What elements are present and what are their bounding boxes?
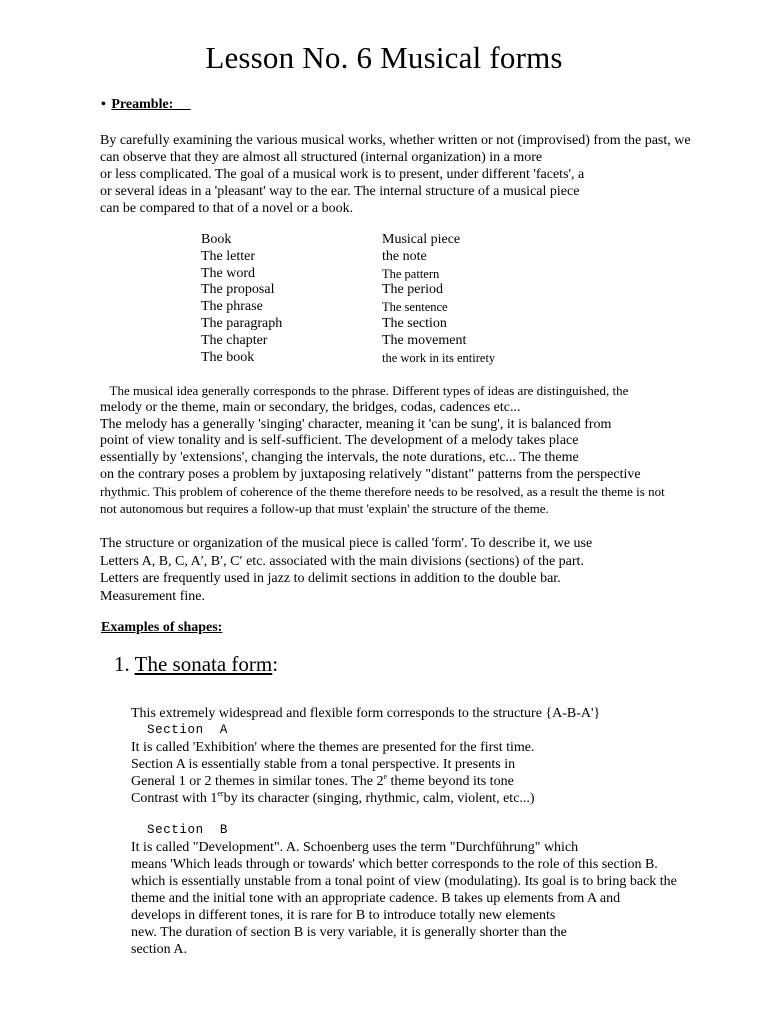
idea-line: melody or the theme, main or secondary, the bridges, codas, cadences etc... bbox=[100, 399, 521, 415]
comparison-row: The chapter The movement bbox=[201, 332, 467, 348]
comparison-row: The proposal The period bbox=[201, 282, 444, 298]
form-line: Measurement fine. bbox=[100, 588, 205, 604]
comparison-row: Book Musical piece bbox=[201, 232, 461, 247]
idea-line: rhythmic. This problem of coherence of the theme therefore needs to be resolved, as a result the theme is not bbox=[100, 483, 665, 499]
comparison-row: The word The pattern bbox=[201, 265, 440, 281]
intro-line: or several ideas in a 'pleasant' way to the ear. The internal structure of a musical piece bbox=[100, 184, 580, 199]
idea-line: essentially by 'extensions', changing the intervals, the note durations, etc... The theme bbox=[100, 450, 579, 466]
sonata-intro: This extremely widespread and flexible form corresponds to the structure {A-B-A'} Section A It is called 'Exhibition' where the themes are presented for the first time. Section A is essentially stable from a tonal perspective. It presents in General 1 or 2 themes in similar tones. The 2e theme beyond its tone Contrast with 1erby its character (singing, rhythmic, calm, violent, etc...) bbox=[131, 706, 601, 806]
section-b-line: new. The duration of section B is very variable, it is generally shorter than the bbox=[131, 925, 567, 940]
preamble-label: Preamble: bbox=[111, 97, 174, 112]
section-a-line: Section A is essentially stable from a tonal perspective. It presents in bbox=[131, 757, 516, 772]
form-line: Letters A, B, C, A′, B′, C′ etc. associated with the main divisions (sections) of the part. bbox=[100, 553, 584, 569]
section-b-line: develops in different tones, it is rare for B to introduce totally new elements bbox=[131, 908, 556, 923]
idea-line: not autonomous but requires a follow-up that must 'explain' the structure of the theme. bbox=[100, 500, 549, 516]
form-paragraph bbox=[100, 535, 592, 605]
idea-line: point of view tonality and is self-sufficient. The development of a melody takes place bbox=[100, 433, 579, 449]
comparison-row: The phrase The sentence bbox=[201, 299, 448, 315]
section-b-label: Section B bbox=[147, 823, 229, 837]
comparison-row: The book the work in its entirety bbox=[201, 349, 496, 365]
page-title: Lesson No. 6 Musical forms bbox=[205, 40, 563, 75]
section-a-line: General 1 or 2 themes in similar tones. The 2e theme beyond its tone bbox=[131, 772, 514, 789]
intro-line: can observe that they are almost all structured (internal organization) in a more bbox=[100, 150, 543, 165]
book-music-comparison bbox=[201, 232, 495, 366]
intro-line: or less complicated. The goal of a musical work is to present, under different 'facets', a bbox=[100, 167, 585, 182]
intro-line: can be compared to that of a novel or a book. bbox=[100, 201, 354, 216]
form-line: Letters are frequently used in jazz to delimit sections in addition to the double bar. bbox=[100, 571, 561, 586]
section-b bbox=[131, 822, 677, 958]
form-line: The structure or organization of the musical piece is called 'form'. To describe it, we use bbox=[100, 536, 593, 551]
preamble-heading bbox=[101, 97, 191, 113]
section-a-line: It is called 'Exhibition' where the themes are presented for the first time. bbox=[131, 740, 535, 755]
section-b-line: means 'Which leads through or towards' which better corresponds to the role of this section B. bbox=[131, 857, 658, 872]
idea-line: The musical idea generally corresponds to the phrase. Different types of ideas are distinguished, the bbox=[100, 383, 629, 398]
intro-line: By carefully examining the various musical works, whether written or not (improvised) from the past, we bbox=[100, 133, 691, 148]
bullet-icon: • bbox=[101, 97, 106, 112]
section-a-line: Contrast with 1erby its character (singing, rhythmic, calm, violent, etc...) bbox=[131, 789, 535, 806]
idea-line: The melody has a generally 'singing' character, meaning it 'can be sung', it is balanced from bbox=[100, 416, 612, 432]
section-b-line: It is called "Development". A. Schoenberg uses the term "Durchführung" which bbox=[131, 840, 579, 855]
intro-paragraph bbox=[100, 132, 691, 217]
comparison-row: The letter the note bbox=[201, 248, 427, 264]
comparison-row: The paragraph The section bbox=[201, 315, 447, 331]
section-b-line: theme and the initial tone with an appropriate cadence. B takes up elements from A and bbox=[131, 891, 621, 906]
examples-heading: Examples of shapes: bbox=[101, 620, 223, 635]
sonata-heading: 1. The sonata form: bbox=[114, 652, 279, 676]
section-a-label: Section A bbox=[147, 723, 229, 737]
section-b-line: section A. bbox=[131, 942, 187, 957]
section-b-line: which is essentially unstable from a tonal point of view (modulating). Its goal is to bring back the bbox=[131, 874, 677, 889]
idea-line: on the contrary poses a problem by juxtaposing relatively "distant" patterns from the perspective bbox=[100, 466, 641, 482]
sonata-title: The sonata form bbox=[134, 652, 273, 676]
idea-paragraph bbox=[100, 383, 665, 517]
